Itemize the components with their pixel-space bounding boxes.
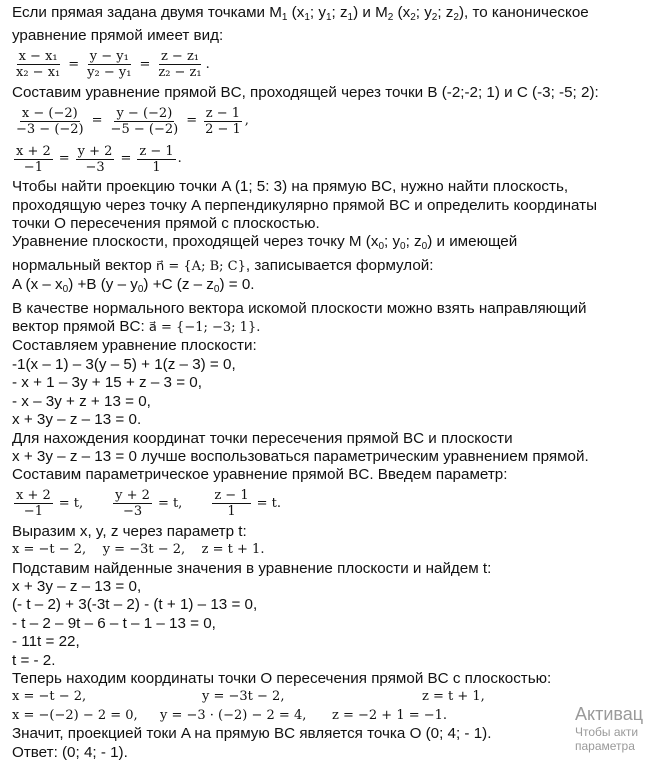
text-line: x + 3y – z – 13 = 0.	[12, 411, 142, 429]
math-line: x = −(−2) − 2 = 0, y = −3 · (−2) − 2 = 4, z = −2 + 1 = −1.	[12, 707, 448, 723]
text-line: уравнение прямой имеет вид:	[12, 27, 224, 45]
text-line: Выразим x, y, z через параметр t:	[12, 522, 247, 540]
text-line: точки O пересечения прямой с плоскостью.	[12, 215, 320, 233]
fraction: $\frac{x + 2}{-1}$	[16, 143, 51, 175]
text-line: A $(x - x_0) +B$ $(y - y_0) +C$ $(z - z_0) = 0$.	[12, 276, 255, 296]
text-line: В качестве нормального вектора искомой плоскости можно взять направляющий	[12, 299, 587, 317]
text-line: вектор прямой BC: a⃗ = {−1; −3; 1}.	[12, 318, 261, 336]
text-line: Теперь находим координаты точки O пересечения прямой BC с плоскостью:	[12, 669, 552, 687]
text-line: нормальный вектор n⃗ = {A; B; C}, записывается формулой:	[12, 256, 434, 274]
line-bc-simplified: $\frac{x + 2}{-1}$ = $\frac{y + 2}{-3}$ = $\frac{z - 1}{1}$ .	[16, 143, 182, 175]
text-line: Если прямая задана двумя точками $M_1$ ($x_1$; $y_1$; $z_1$) и $M_2$ ($x_2$; $y_2$; $z_2$), то каноническое	[12, 4, 589, 23]
line-bc-equation: $\frac{x - (-2)}{-3 - (-2)}$ = $\frac{y - (-2)}{-5 - (-2)}$ = $\frac{z - 1}{2 - 1}$ ,	[16, 105, 249, 137]
text-line: Составим параметрическое уравнение прямой BC. Введем параметр:	[12, 466, 508, 484]
fraction: $\frac{z - 1}{1}$	[139, 143, 174, 175]
direction-vector: a⃗ = {−1; −3; 1}.	[148, 320, 261, 336]
math-line: x = −t − 2, y = −3t − 2, z = t + 1,	[12, 689, 485, 705]
fraction: $\frac{z - 1}{1}$	[214, 488, 249, 520]
text-line: - 11t = 22,	[12, 633, 80, 651]
text-line: Составим уравнение прямой BC, проходящей через точки B (-2;-2; 1) и C (-3; -5; 2):	[12, 83, 599, 101]
fraction: $\frac{x - (-2)}{-3 - (-2)}$	[16, 105, 84, 137]
answer-line: Ответ: (0; 4; - 1).	[12, 743, 128, 761]
parametric-equation: $\frac{x + 2}{-1}$ = t, $\frac{y + 2}{-3}$ = t, $\frac{z - 1}{1}$ = t.	[16, 488, 281, 520]
fraction: $\frac{\text{x − x₁}}{\text{x₂ − x₁}}$	[16, 49, 61, 81]
text-line: Подставим найденные значения в уравнение плоскости и найдем t:	[12, 559, 492, 577]
text-line: проходящую через точку A перпендикулярно прямой BC и определить координаты	[12, 196, 597, 214]
fraction: $\frac{x + 2}{-1}$	[16, 488, 51, 520]
fraction: $\frac{y - (-2)}{-5 - (-2)}$	[110, 105, 179, 137]
text-line: x + 3y – z – 13 = 0,	[12, 577, 142, 595]
text-line: - x + 1 – 3y + 15 + z – 3 = 0,	[12, 374, 202, 392]
fraction: $\frac{\text{z − z₁}}{\text{z₂ − z₁}}$	[158, 49, 202, 81]
math-line: x = −t − 2, y = −3t − 2, z = t + 1.	[12, 542, 265, 558]
text-line: t = - 2.	[12, 651, 56, 669]
text-line: Уравнение плоскости, проходящей через точку M ($x_0$; $y_0$; $z_0$) и имеющей	[12, 233, 518, 253]
text-line: (- t – 2) + 3(-3t – 2) - (t + 1) – 13 = 0,	[12, 596, 258, 614]
fraction: $\frac{\text{y − y₁}}{\text{y₂ − y₁}}$	[87, 49, 132, 81]
windows-activation-watermark: Активац Чтобы акти параметра	[575, 704, 644, 753]
text-line: x + 3y – z – 13 = 0 лучше воспользоваться параметрическим уравнением прямой.	[12, 447, 589, 465]
text-line: -1(x – 1) – 3(y – 5) + 1(z – 3) = 0,	[12, 355, 236, 373]
text-line: - x – 3y + z + 13 = 0,	[12, 392, 151, 410]
fraction: $\frac{z - 1}{2 - 1}$	[205, 105, 241, 137]
normal-vector: n⃗ = {A; B; C}	[156, 258, 246, 274]
text-line: - t – 2 – 9t – 6 – t – 1 – 13 = 0,	[12, 614, 216, 632]
fraction: $\frac{y + 2}{-3}$	[115, 488, 150, 520]
text-line: Чтобы найти проекцию точки A (1; 5: 3) на прямую BC, нужно найти плоскость,	[12, 178, 569, 196]
canonical-equation: $\frac{\text{x − x₁}}{\text{x₂ − x₁}}$ = $\frac{\text{y − y₁}}{\text{y₂ − y₁}}$ = $\frac{\text{z − z₁}}{\text{z₂ − z₁}}$ .	[16, 49, 210, 81]
text-line: Значит, проекцией токи A на прямую BC является точка O (0; 4; - 1).	[12, 725, 492, 743]
text-line: Для нахождения координат точки пересечения прямой BC и плоскости	[12, 429, 513, 447]
fraction: $\frac{y + 2}{-3}$	[77, 143, 113, 175]
text-line: Составляем уравнение плоскости:	[12, 337, 257, 355]
